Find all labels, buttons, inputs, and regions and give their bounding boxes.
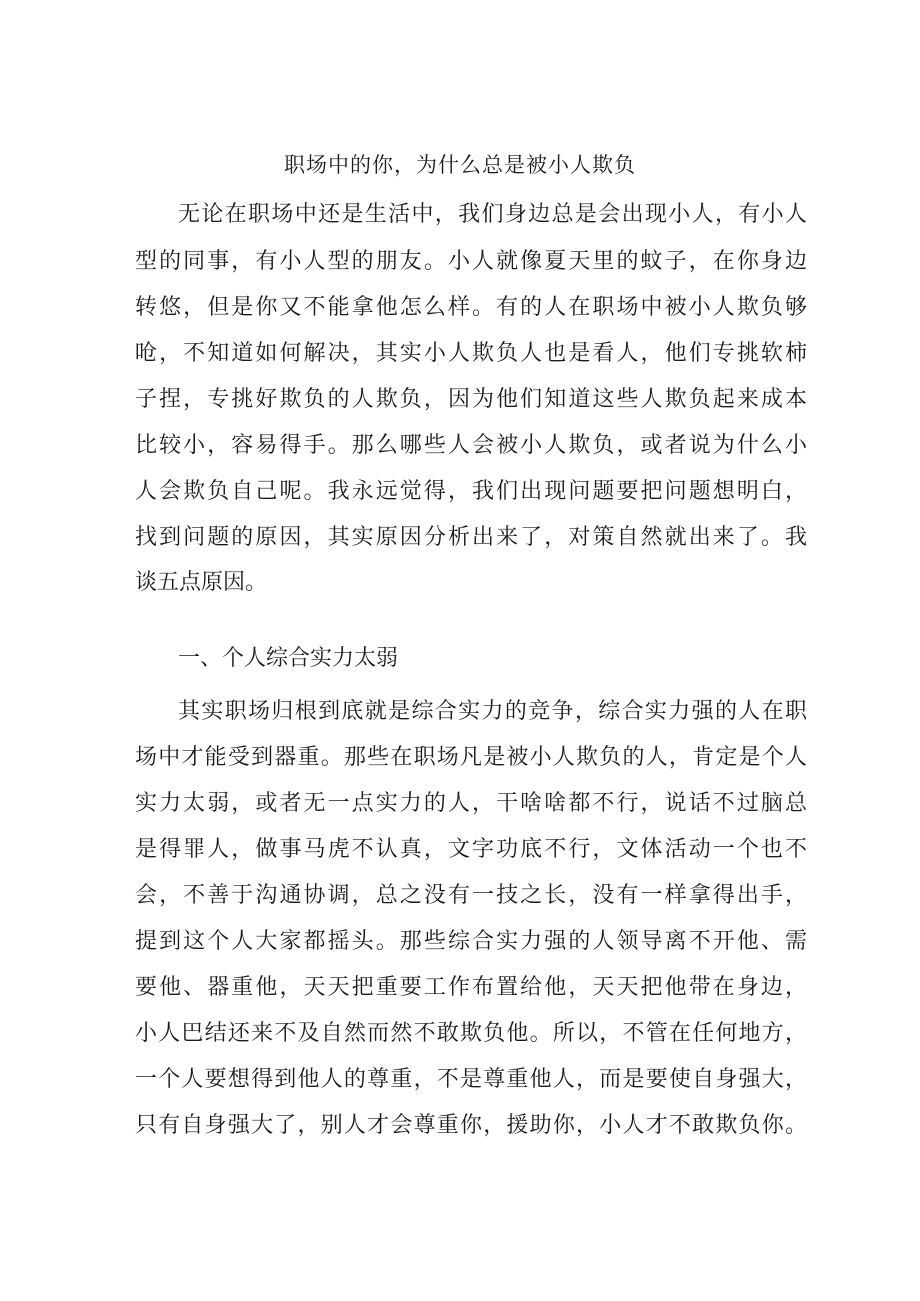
text-line: 找到问题的原因，其实原因分析出来了，对策自然就出来了。我 — [135, 525, 807, 550]
text-line: 比较小，容易得手。那么哪些人会被小人欺负，或者说为什么小 — [135, 433, 807, 458]
text-line: 谈五点原因。 — [135, 570, 268, 595]
document-title: 职场中的你，为什么总是被小人欺负 — [284, 153, 636, 177]
text-line: 小人巴结还来不及自然而然不敢欺负他。所以，不管在任何地方， — [135, 1021, 807, 1046]
text-line: 是得罪人，做事马虎不认真，文字功底不行，文体活动一个也不 — [135, 837, 807, 862]
text-line: 场中才能受到器重。那些在职场凡是被小人欺负的人，肯定是个人 — [135, 745, 807, 770]
text-line: 呛，不知道如何解决，其实小人欺负人也是看人，他们专挑软柿 — [135, 341, 807, 366]
text-line: 人会欺负自己呢。我永远觉得，我们出现问题要把问题想明白， — [135, 479, 807, 504]
text-line: 要他、器重他，天天把重要工作布置给他，天天把他带在身边， — [135, 975, 807, 1000]
text-line: 只有自身强大了，别人才会尊重你，援助你，小人才不敢欺负你。 — [135, 1113, 807, 1138]
text-line: 型的同事，有小人型的朋友。小人就像夏天里的蚊子，在你身边 — [135, 249, 807, 274]
text-line: 转悠，但是你又不能拿他怎么样。有的人在职场中被小人欺负够 — [135, 295, 807, 320]
text-line: 子捏，专挑好欺负的人欺负，因为他们知道这些人欺负起来成本 — [135, 387, 807, 412]
text-line: 一个人要想得到他人的尊重，不是尊重他人，而是要使自身强大， — [135, 1067, 807, 1092]
text-line: 实力太弱，或者无一点实力的人，干啥啥都不行，说话不过脑总 — [135, 791, 807, 816]
text-line: 无论在职场中还是生活中，我们身边总是会出现小人，有小人 — [178, 202, 807, 227]
text-line: 其实职场归根到底就是综合实力的竞争，综合实力强的人在职 — [178, 699, 807, 724]
section-heading: 一、个人综合实力太弱 — [178, 646, 399, 671]
text-line: 会，不善于沟通协调，总之没有一技之长，没有一样拿得出手， — [135, 883, 807, 908]
text-line: 提到这个人大家都摇头。那些综合实力强的人领导离不开他、需 — [135, 929, 807, 954]
